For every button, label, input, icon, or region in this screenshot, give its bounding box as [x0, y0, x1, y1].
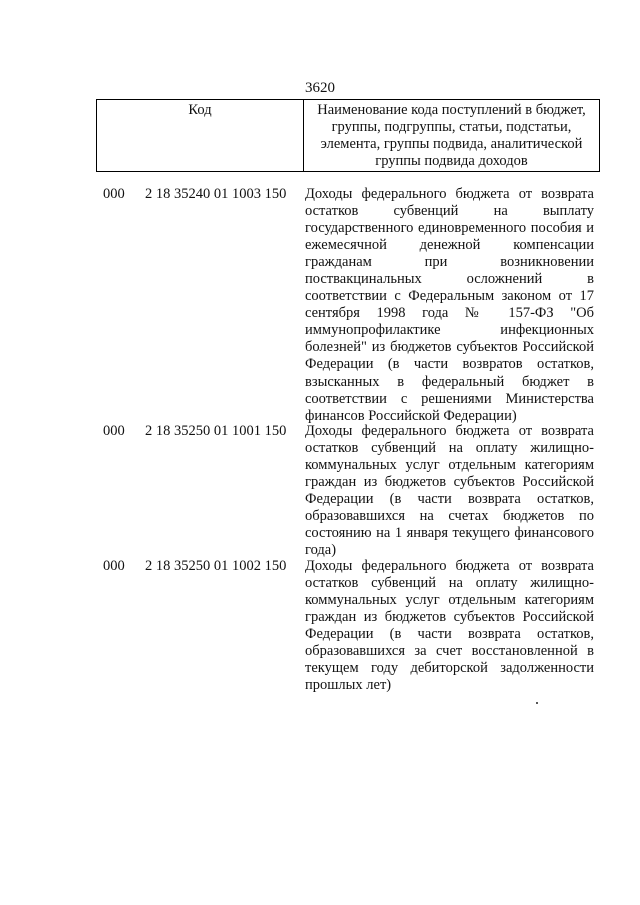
row-budget-code: 2 18 35250 01 1002 150 [145, 558, 287, 574]
row-admin-code: 000 [103, 186, 125, 202]
row-description: Доходы федерального бюджета от возврата остатков субвенций на оплату жилищно-коммунальных услуг отдельным категориям граждан из бюджетов субъектов Российской Федерации (в части возврата остатков, образовавшихся за счет восстановленной в текущем году дебиторской задолженности прошлых лет) [305, 558, 594, 694]
row-budget-code: 2 18 35250 01 1001 150 [145, 423, 287, 439]
header-name-label: Наименование кода поступлений в бюджет, группы, подгруппы, статьи, подстатьи, элемента, группы подвида, аналитической группы подвида доходов [317, 102, 586, 169]
header-code-label: Код [97, 100, 304, 171]
page-number: 3620 [305, 80, 335, 96]
row-description: Доходы федерального бюджета от возврата остатков субвенций на оплату жилищно-коммунальных услуг отдельным категориям граждан из бюджетов субъектов Российской Федерации (в части возврата остатков, образовавшихся на счетах бюджетов по состоянию на 1 января текущего финансового года) [305, 423, 594, 559]
row-admin-code: 000 [103, 423, 125, 439]
row-description: Доходы федерального бюджета от возврата остатков субвенций на выплату государственного единовременного пособия и ежемесячной денежной компенсации гражданам при возникновении поствакцинальных осложнений в соответствии с Федеральным законом от 17 сентября 1998 года № 157-ФЗ "Об иммунопрофилактике инфекционных болезней" из бюджетов субъектов Российской Федерации (в части возвратов остатков, взысканных в федеральный бюджет в соответствии с решениями Министерства финансов Российской Федерации) [305, 186, 594, 424]
row-admin-code: 000 [103, 558, 125, 574]
row-budget-code: 2 18 35240 01 1003 150 [145, 186, 287, 202]
scan-speck [536, 702, 538, 704]
table-header [96, 99, 600, 172]
